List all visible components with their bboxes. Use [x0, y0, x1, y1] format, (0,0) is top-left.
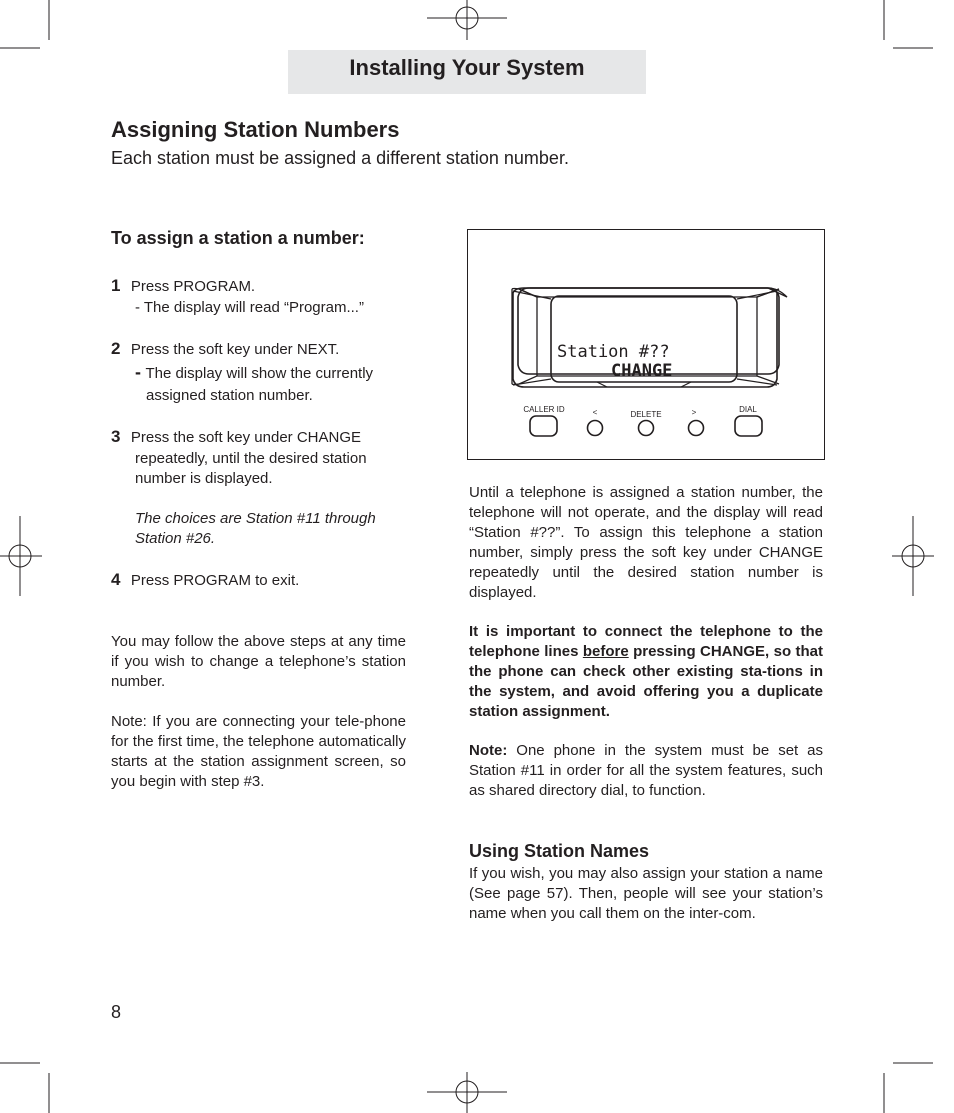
key-label-left: <: [592, 408, 598, 417]
phone-display-panel: [467, 229, 825, 460]
step-2-sub-line1: The display will show the currently: [145, 365, 374, 382]
note-label: Note:: [469, 742, 508, 759]
section-title: Assigning Station Numbers: [111, 117, 400, 142]
step-3-note-line2: Station #26.: [135, 530, 216, 547]
station-names-paragraph: If you wish, you may also assign your station a name (See page 57). Then, people will see your station’s name when you call them on the inter-com.: [469, 865, 823, 922]
step-3: [111, 427, 361, 448]
procedure-title: To assign a station a number:: [111, 228, 365, 248]
display-line1: Station #??: [557, 342, 670, 362]
key-label-delete: DELETE: [630, 410, 662, 419]
important-paragraph: [469, 622, 823, 722]
followup-paragraph: You may follow the above steps at any time if you wish to change a telephone’s station number.: [111, 633, 406, 690]
step-text: Press PROGRAM to exit.: [130, 572, 300, 589]
left-key: [588, 421, 603, 436]
display-line2: CHANGE: [611, 361, 673, 381]
section-intro: Each station must be assigned a different station number.: [111, 148, 569, 168]
step-number: 3: [111, 427, 121, 446]
important-pre: It is important to connect the telephone to the telephone lines: [469, 623, 823, 660]
station-names-title: Using Station Names: [469, 841, 650, 861]
delete-key: [639, 421, 654, 436]
note-text: One phone in the system must be set as Station #11 in order for all the system features, such as shared directory dial, to function.: [469, 742, 823, 799]
step-1: [111, 276, 255, 297]
dial-key: [735, 416, 762, 436]
step-3-line2: repeatedly, until the desired station: [135, 450, 367, 467]
step-number: 1: [111, 276, 121, 295]
step-1-sub: - The display will read “Program...”: [135, 299, 364, 316]
key-label-caller-id: CALLER ID: [523, 405, 565, 414]
step-text: Press the soft key under NEXT.: [130, 341, 340, 358]
key-label-right: >: [691, 408, 697, 417]
step-text: Press the soft key under CHANGE: [130, 429, 362, 446]
step-4: [111, 570, 299, 591]
right-key: [689, 421, 704, 436]
page-header-title: Installing Your System: [349, 55, 585, 80]
note-paragraph: Note: If you are connecting your tele-phone for the first time, the telephone automatically starts at the station assignment screen, so you begin with step #3.: [111, 713, 406, 790]
step-number: 2: [111, 339, 121, 358]
display-illustration: [467, 229, 825, 460]
note-right-paragraph: [469, 741, 823, 801]
important-underline: before: [582, 643, 629, 660]
key-label-dial: DIAL: [739, 405, 757, 414]
caller-id-key: [530, 416, 557, 436]
dash: -: [135, 362, 141, 382]
step-3-line3: number is displayed.: [135, 470, 273, 487]
step-3-note-line1: The choices are Station #11 through: [135, 510, 376, 527]
step-number: 4: [111, 570, 121, 589]
step-text: Press PROGRAM.: [130, 278, 256, 295]
step-2: [111, 339, 339, 360]
important-post: pressing CHANGE, so that the phone can check other existing sta-tions in the system, and avoid offering you a duplicate station assignment.: [469, 643, 824, 720]
page-number: 8: [111, 1002, 122, 1022]
right-paragraph-1: Until a telephone is assigned a station number, the telephone will not operate, and the display will read “Station #??”. To assign this telephone a station number, simply press the soft key under CHANGE repeatedly until the desired station number is displayed.: [469, 484, 823, 601]
step-2-sub: [135, 362, 373, 384]
step-2-sub-line2: assigned station number.: [146, 387, 313, 404]
